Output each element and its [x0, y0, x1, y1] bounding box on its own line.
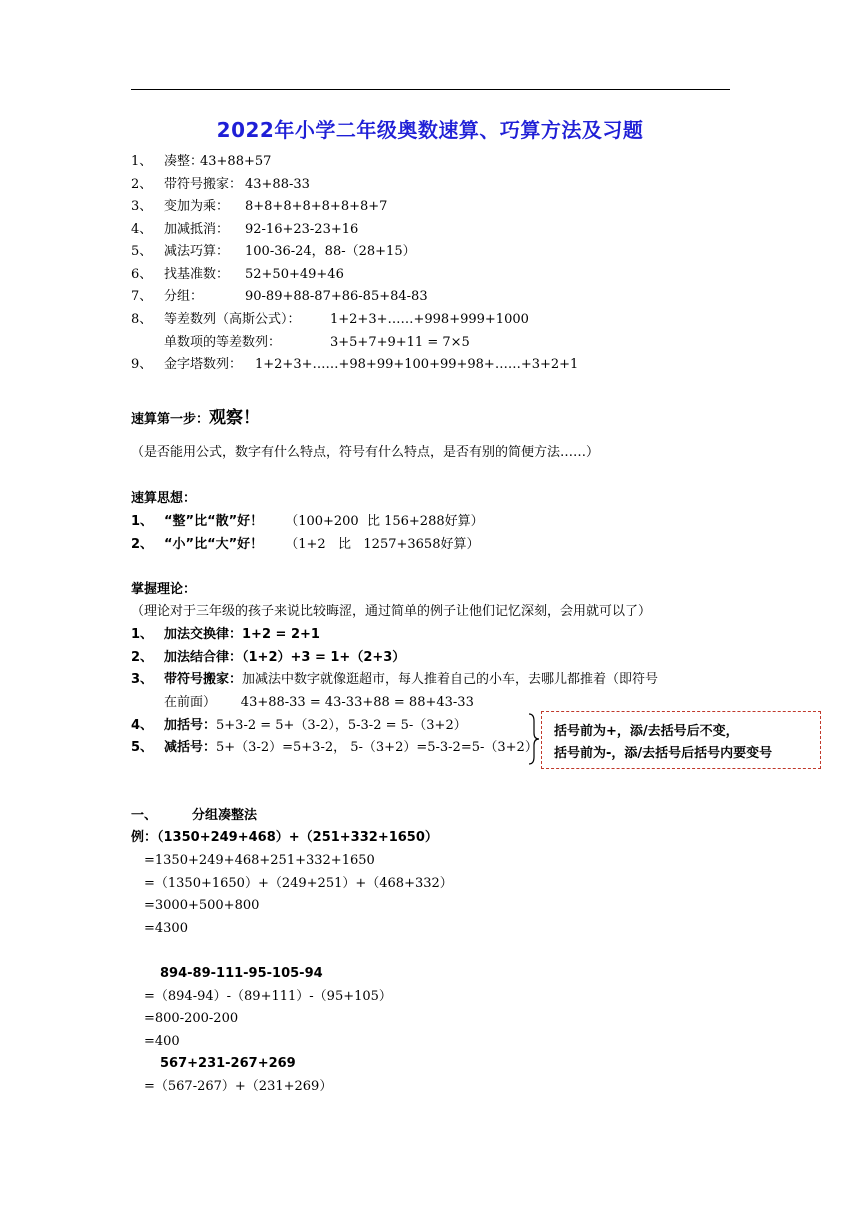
step-line: =800-200-200 — [144, 1011, 239, 1026]
method-number: 9、 — [131, 357, 153, 372]
method-item — [131, 289, 203, 305]
method-item — [131, 357, 242, 373]
method-label: 等差数列（高斯公式）： — [164, 312, 301, 327]
method-expression: 100-36-24，88-（28+15） — [245, 244, 416, 259]
theory-item-4: 4、 加括号：5+3-2 = 5+（3-2），5-3-2 = 5-（3+2） — [131, 718, 467, 733]
method-item — [131, 177, 242, 193]
method-label: 带符号搬家： — [164, 177, 243, 192]
method-number: 8、 — [131, 312, 153, 327]
method-number: 2、 — [131, 177, 153, 192]
method-expression: 52+50+49+46 — [245, 267, 344, 282]
step-line: =3000+500+800 — [144, 898, 260, 913]
method-item — [131, 335, 281, 351]
method-label: 凑整： — [164, 154, 204, 169]
method-item — [131, 222, 229, 238]
method-number: 6、 — [131, 267, 153, 282]
method-expression: 43+88-33 — [245, 177, 310, 192]
step-line: =400 — [144, 1034, 180, 1049]
method-expression: 1+2+3+……+998+999+1000 — [330, 312, 529, 327]
method-number: 3、 — [131, 199, 153, 214]
bracket-rule-callout — [541, 711, 821, 769]
method-number: 7、 — [131, 289, 153, 304]
method-label: 金字塔数列： — [164, 357, 243, 372]
method-expression: 92-16+23-23+16 — [245, 222, 359, 237]
method-expression: 90-89+88-87+86-85+84-83 — [245, 289, 428, 304]
header-rule — [131, 89, 730, 90]
step-line: =（567-267）+（231+269） — [144, 1079, 333, 1094]
theory-item-2: 2、 加法结合律：（1+2）+3 = 1+（2+3） — [131, 650, 406, 665]
step-line: =（894-94）-（89+111）-（95+105） — [144, 989, 392, 1004]
method-label: 找基准数： — [164, 267, 230, 282]
method-item — [131, 199, 229, 215]
method-expression: 8+8+8+8+8+8+8+7 — [245, 199, 388, 214]
step1-line — [131, 410, 260, 428]
problem-2: 894-89-111-95-105-94 — [160, 966, 323, 981]
method-label: 变加为乘： — [164, 199, 230, 214]
callout-line-2: 括号前为-，添/去括号后括号内要变号 — [554, 746, 773, 761]
step-line: =4300 — [144, 921, 188, 936]
thought-heading: 速算思想： — [131, 491, 197, 506]
brace-icon — [527, 713, 541, 765]
theory-item-3: 3、 带符号搬家：加减法中数字就像逛超市，每人推着自己的小车，去哪儿都推着（即符号 — [131, 672, 659, 687]
method-label: 单数项的等差数列： — [164, 335, 282, 350]
theory-item-5: 5、 减括号：5+（3-2）=5+3-2， 5-（3+2）=5-3-2=5-（3+2） — [131, 740, 538, 755]
method-number: 5、 — [131, 244, 153, 259]
callout-line-1: 括号前为+，添/去括号后不变， — [554, 724, 739, 739]
theory-heading: 掌握理论： — [131, 582, 197, 597]
method-expression: 1+2+3+……+98+99+100+99+98+……+3+2+1 — [255, 357, 579, 372]
method-label: 加减抵消： — [164, 222, 230, 237]
theory-item-3-cont: 在前面） 43+88-33 = 43-33+88 = 88+43-33 — [164, 695, 474, 710]
problem-3: 567+231-267+269 — [160, 1056, 296, 1071]
method-item — [131, 267, 229, 283]
step-line: =（1350+1650）+（249+251）+（468+332） — [144, 876, 453, 891]
method-number: 1、 — [131, 154, 153, 169]
step1-note: （是否能用公式，数字有什么特点，符号有什么特点，是否有别的简便方法……） — [131, 445, 600, 460]
method-item — [131, 312, 301, 328]
method-number: 4、 — [131, 222, 153, 237]
method-item — [131, 244, 229, 260]
step1-label: 速算第一步： — [131, 412, 210, 427]
page-title: 2022年小学二年级奥数速算、巧算方法及习题 — [216, 118, 644, 142]
thought-item-1: 1、 “整”比“散”好！ （100+200 比 156+288好算） — [131, 514, 484, 529]
method-label: 分组： — [164, 289, 204, 304]
thought-item-2: 2、 “小”比“大”好！ （1+2 比 1257+3658好算） — [131, 537, 480, 552]
section1-heading: 一、 分组凑整法 — [131, 808, 258, 823]
method-expression: 3+5+7+9+11 = 7×5 — [330, 335, 470, 350]
theory-note: （理论对于三年级的孩子来说比较晦涩，通过简单的例子让他们记忆深刻，会用就可以了） — [131, 604, 652, 619]
method-label: 减法巧算： — [164, 244, 230, 259]
step-line: =1350+249+468+251+332+1650 — [144, 853, 375, 868]
method-expression: 43+88+57 — [200, 154, 272, 169]
section1-example: 例：（1350+249+468）+（251+332+1650） — [131, 830, 438, 845]
step1-emphasis: 观察！ — [209, 408, 261, 428]
theory-item-1: 1、 加法交换律：1+2 = 2+1 — [131, 627, 320, 642]
method-item — [131, 154, 203, 170]
